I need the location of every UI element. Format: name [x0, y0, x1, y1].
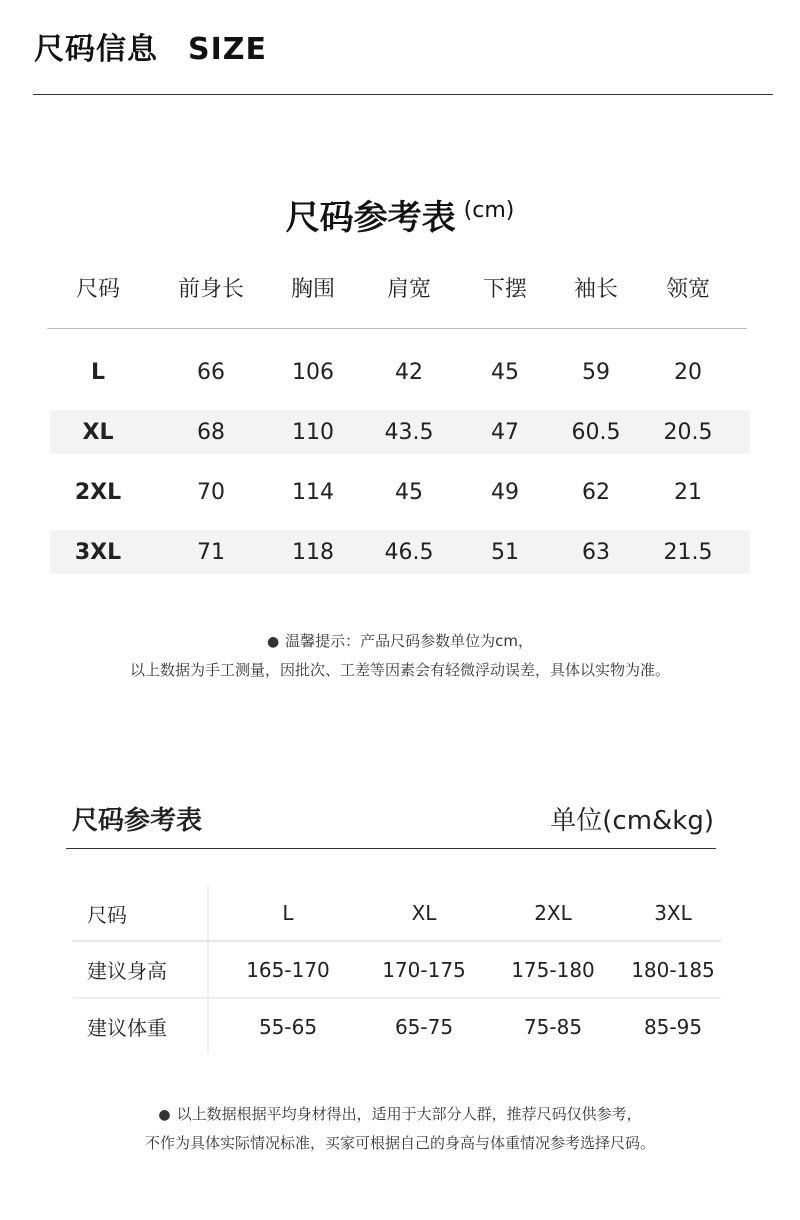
table-row — [73, 999, 721, 1054]
table-cell: 55-65 — [258, 1014, 318, 1039]
header-cell-hem: 下摆 — [482, 276, 527, 302]
table-cell: 165-170 — [246, 957, 330, 982]
table-cell: 47 — [491, 419, 519, 445]
table-cell: 43.5 — [384, 419, 434, 445]
reference-table-header-row — [73, 886, 721, 942]
table-cell: 45 — [395, 479, 423, 505]
table-cell: 110 — [292, 419, 334, 445]
table-cell: 65-75 — [394, 1014, 454, 1039]
size-table-divider — [47, 328, 747, 329]
bullet-icon: ● — [266, 634, 280, 650]
measurement-note-line1 — [0, 627, 800, 656]
table-cell: L — [282, 901, 294, 925]
table-cell: 114 — [292, 479, 334, 505]
table-cell: 180-185 — [631, 957, 715, 982]
header-cell-sleeve: 袖长 — [573, 276, 618, 302]
table-row — [50, 410, 750, 454]
table-row — [50, 530, 750, 574]
table-cell: 46.5 — [384, 539, 434, 565]
table-row — [50, 462, 750, 522]
table-cell: 75-85 — [523, 1014, 583, 1039]
header-divider — [33, 94, 773, 95]
table-cell: L — [90, 359, 106, 385]
measurement-note — [0, 627, 800, 684]
table-cell: 71 — [197, 539, 225, 565]
size-table-body — [50, 342, 750, 582]
table-cell: 3XL — [654, 901, 692, 925]
bullet-icon: ● — [158, 1107, 171, 1123]
measurement-note-line2: 以上数据为手工测量，因批次、工差等因素会有轻微浮动误差，具体以实物为准。 — [129, 661, 670, 679]
table-cell: XL — [411, 901, 437, 925]
table-cell: 45 — [491, 359, 519, 385]
reference-table-title: 尺码参考表 — [72, 806, 203, 836]
table-cell: 66 — [197, 359, 225, 385]
size-table-title-text: 尺码参考表 — [285, 198, 456, 238]
recommendation-note-line1 — [0, 1100, 800, 1129]
page-title — [34, 24, 267, 68]
recommendation-note-line2: 不作为具体实际情况标准，买家可根据自己的身高与体重情况参考选择尺码。 — [144, 1134, 655, 1152]
table-cell: 2XL — [534, 901, 572, 925]
size-table-unit: (cm) — [463, 198, 515, 223]
header-cell-length: 前身长 — [177, 276, 244, 302]
table-cell: 3XL — [74, 539, 122, 565]
table-cell: 170-175 — [382, 957, 466, 982]
table-cell: 62 — [582, 479, 610, 505]
table-cell: 59 — [582, 359, 610, 385]
table-cell: 21.5 — [663, 539, 713, 565]
header-cell-size: 尺码 — [75, 276, 120, 302]
reference-table — [73, 886, 721, 1054]
table-cell: 21 — [674, 479, 702, 505]
table-cell: 建议身高 — [73, 942, 209, 997]
header-cell-shoulder: 肩宽 — [386, 276, 431, 302]
header-cell-collar: 领宽 — [665, 276, 710, 302]
table-cell: 85-95 — [643, 1014, 703, 1039]
table-cell: 20.5 — [663, 419, 713, 445]
table-cell: 60.5 — [571, 419, 621, 445]
table-cell: 20 — [674, 359, 702, 385]
size-table-header-row — [50, 258, 750, 316]
recommendation-note — [0, 1100, 800, 1157]
measurement-note-text1: 温馨提示：产品尺码参数单位为cm， — [285, 632, 534, 650]
table-cell: XL — [82, 419, 114, 445]
table-cell: 175-180 — [511, 957, 595, 982]
reference-table-divider — [66, 848, 716, 849]
table-cell: 2XL — [74, 479, 122, 505]
table-cell: 118 — [292, 539, 334, 565]
page-title-en: SIZE — [188, 32, 268, 67]
table-cell: 51 — [491, 539, 519, 565]
header-cell-chest: 胸围 — [290, 276, 335, 302]
table-cell: 106 — [292, 359, 334, 385]
table-row — [50, 342, 750, 402]
table-cell: 建议体重 — [73, 999, 209, 1054]
table-cell: 63 — [582, 539, 610, 565]
size-table-header — [50, 258, 750, 316]
table-cell: 68 — [197, 419, 225, 445]
size-table-title — [0, 190, 800, 239]
page-title-cn: 尺码信息 — [34, 32, 158, 67]
table-cell: 70 — [197, 479, 225, 505]
table-cell: 49 — [491, 479, 519, 505]
reference-table-unit: 单位(cm&kg) — [550, 806, 714, 836]
recommendation-note-text1: 以上数据根据平均身材得出，适用于大部分人群，推荐尺码仅供参考， — [176, 1105, 642, 1123]
table-cell: 尺码 — [73, 886, 209, 940]
table-cell: 42 — [395, 359, 423, 385]
table-row — [73, 942, 721, 999]
